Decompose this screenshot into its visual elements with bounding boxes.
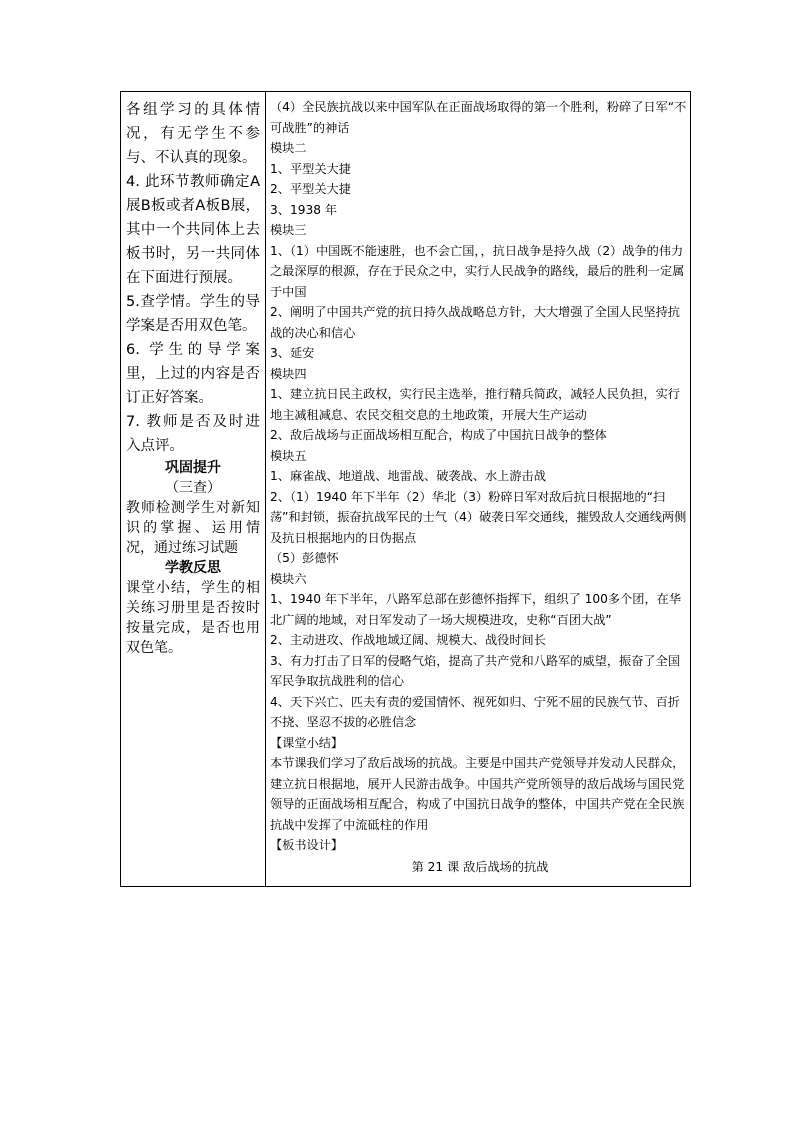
answer-line: 3、1938 年 <box>270 202 338 217</box>
reflection-title: 学教反思 <box>165 560 221 576</box>
left-paragraph: 4. 此环节教师确定A展B板或者A板B展，其中一个共同体上去板书时，另一共同体在下面进行预展。 <box>126 174 260 286</box>
module-heading: 模块四 <box>270 366 307 381</box>
left-paragraph: 7. 教师是否及时进入点评。 <box>126 414 260 454</box>
left-paragraph: 5.查学情。学生的导学案是否用双色笔。 <box>126 294 260 334</box>
board-design-heading: 【板书设计】 <box>270 838 344 852</box>
answer-line: 2、阐明了中国共产党的抗日持久战战略总方针，大大增强了全国人民坚持抗战的决心和信心 <box>270 305 680 340</box>
answer-line: （5）彭德怀 <box>270 551 339 565</box>
answer-line: 2、主动进攻、作战地域辽阔、规模大、战役时间长 <box>270 633 546 647</box>
column-divider <box>265 92 266 886</box>
answer-line: 3、有力打击了日军的侵略气焰，提高了共产党和八路军的威望，振奋了全国军民争取抗战胜利的信心 <box>270 653 680 688</box>
answer-line: 2、（1）1940 年下半年（2）华北（3）粉碎日军对敌后抗日根据地的“扫荡”和封锁，振奋抗战军民的士气（4）破袭日军交通线，摧毁敌人交通线两侧及抗日根据地内的日伪据点 <box>270 489 687 545</box>
module-heading: 模块六 <box>270 571 307 586</box>
answer-line: 1、麻雀战、地道战、地雷战、破袭战、水上游击战 <box>270 469 546 483</box>
answer-line: 1、1940 年下半年，八路军总部在彭德怀指挥下，组织了 100多个团，在华北广阔的地域，对日军发动了一场大规模进攻，史称“百团大战” <box>270 592 682 627</box>
answer-line: 1、建立抗日民主政权，实行民主选举，推行精兵简政，减轻人民负担，实行地主减租减息、农民交租交息的土地政策，开展大生产运动 <box>270 387 680 422</box>
answer-line: 2、平型关大捷 <box>270 182 351 196</box>
consolidate-text: 教师检测学生对新知识的掌握、运用情况，通过练习试题 <box>126 500 260 556</box>
left-paragraph: 6. 学生的导学案里，上过的内容是否订正好答案。 <box>126 342 260 406</box>
left-paragraph: 各组学习的具体情况，有无学生不参与、不认真的现象。 <box>126 102 260 166</box>
answer-line: 4、天下兴亡、匹夫有责的爱国情怀、视死如归、宁死不屈的民族气节、百折不挠、坚忍不拔的必胜信念 <box>270 694 680 729</box>
module-heading: 模块五 <box>270 448 307 463</box>
consolidate-title: 巩固提升 <box>165 460 221 476</box>
consolidate-subtitle: （三查） <box>165 480 221 496</box>
summary-heading: 【课堂小结】 <box>270 735 344 750</box>
module-heading: 模块二 <box>270 141 307 155</box>
lesson-table <box>120 91 691 887</box>
module-heading: 模块三 <box>270 223 307 237</box>
summary-text: 本节课我们学习了敌后战场的抗战。主要是中国共产党领导并发动人民群众，建立抗日根据地，展开人民游击战争。中国共产党所领导的敌后战场与国民党领导的正面战场相互配合，构成了中国抗日战争的整体，中国共产党在全民族抗战中发挥了中流砥柱的作用 <box>270 756 685 832</box>
answer-line: （4）全民族抗战以来中国军队在正面战场取得的第一个胜利，粉碎了日军“不可战胜”的神话 <box>270 100 687 135</box>
board-title: 第 21 课 敌后战场的抗战 <box>411 859 549 874</box>
reflection-text: 课堂小结，学生的相关练习册里是否按时按量完成，是否也用双色笔。 <box>126 580 260 656</box>
right-column <box>270 97 690 878</box>
left-column <box>126 98 260 658</box>
answer-line: 1、（1）中国既不能速胜，也不会亡国，，抗日战争是持久战（2）战争的伟力之最深厚的根源，存在于民众之中，实行人民战争的路线，最后的胜利一定属于中国 <box>270 243 685 299</box>
answer-line: 1、平型关大捷 <box>270 161 351 176</box>
answer-line: 2、敌后战场与正面战场相互配合，构成了中国抗日战争的整体 <box>270 428 607 442</box>
answer-line: 3、延安 <box>270 346 315 360</box>
